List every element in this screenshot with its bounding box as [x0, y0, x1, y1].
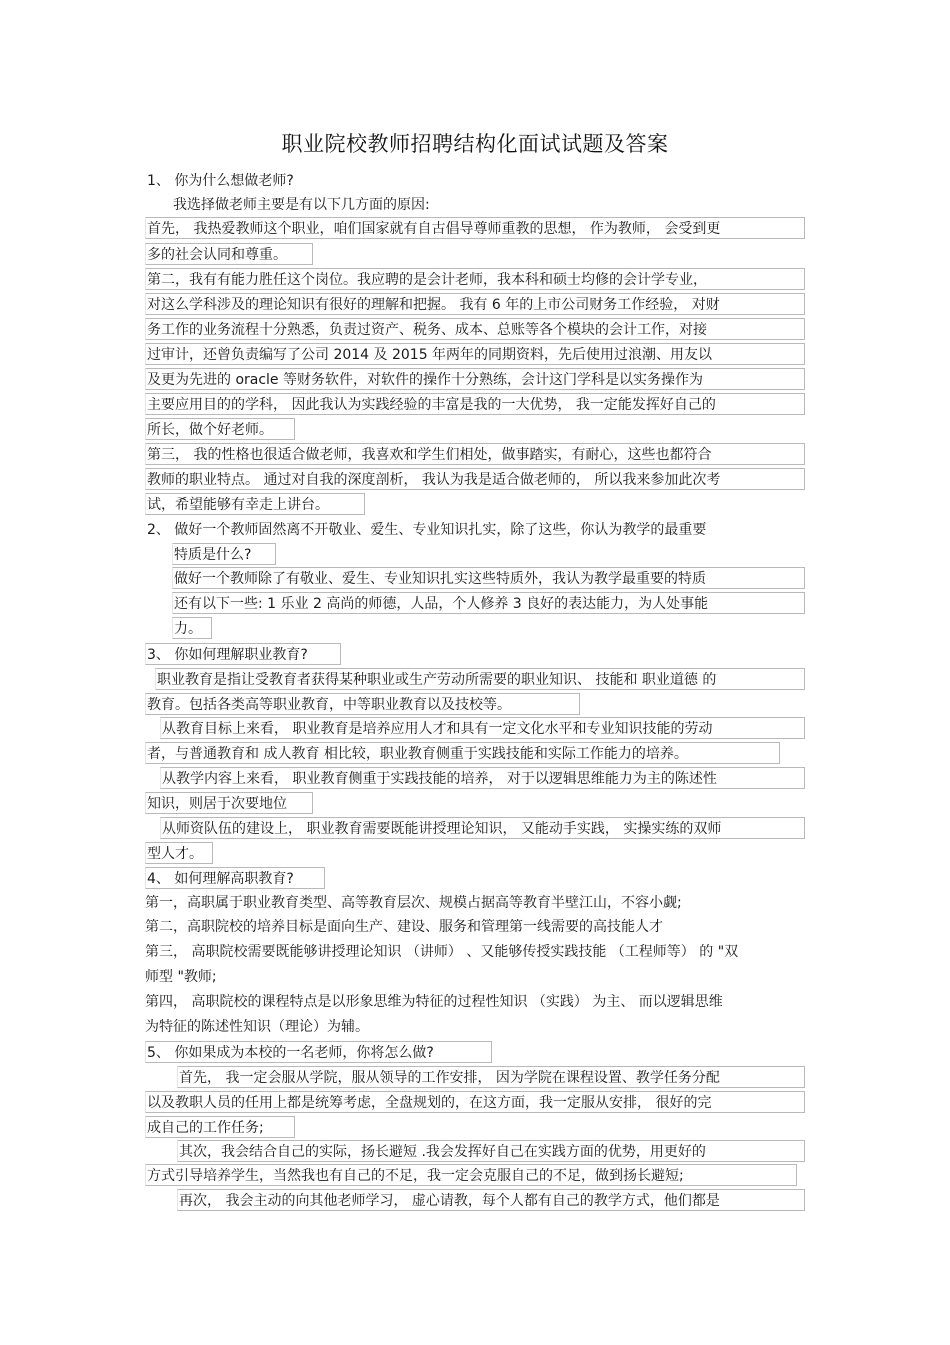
text-line: 我选择做老师主要是有以下几方面的原因: [173, 197, 430, 213]
document-title: 职业院校教师招聘结构化面试试题及答案 [281, 132, 669, 156]
text-line: 以及教职人员的任用上都是统筹考虑，全盘规划的，在这方面，我一定服从安排， 很好的完 [145, 1091, 805, 1113]
text-line: 首先， 我一定会服从学院，服从领导的工作安排， 因为学院在课程设置、教学任务分配 [177, 1066, 805, 1088]
text-line: 成自己的工作任务; [145, 1116, 295, 1138]
text-line: 第三， 高职院校需要既能够讲授理论知识 （讲师） 、又能够传授实践技能 （工程师等） 的 "双 [145, 944, 739, 960]
text-line: 从教育目标上来看， 职业教育是培养应用人才和具有一定文化水平和专业知识技能的劳动 [160, 717, 805, 739]
text-line: 首先， 我热爱教师这个职业，咱们国家就有自古倡导尊师重教的思想， 作为教师， 会受到更 [145, 217, 805, 239]
text-line: 教育。包括各类高等职业教育，中等职业教育以及技校等。 [145, 693, 580, 715]
question-5: 5、 你如果成为本校的一名老师，你将怎么做? [145, 1041, 492, 1063]
text-line: 及更为先进的 oracle 等财务软件，对软件的操作十分熟练，会计这门学科是以实务操作为 [145, 368, 805, 390]
text-line: 其次，我会结合自己的实际，扬长避短 .我会发挥好自己在实践方面的优势，用更好的 [177, 1140, 805, 1162]
text-line: 第一，高职属于职业教育类型、高等教育层次、规模占据高等教育半壁江山，不容小觑; [145, 895, 682, 911]
text-line: 特质是什么? [172, 543, 276, 565]
text-line: 试，希望能够有幸走上讲台。 [145, 493, 365, 515]
text-line: 从教学内容上来看， 职业教育侧重于实践技能的培养， 对于以逻辑思维能力为主的陈述性 [160, 767, 805, 789]
text-line: 过审计，还曾负责编写了公司 2014 及 2015 年两年的同期资料，先后使用过浪潮、用友以 [145, 343, 805, 365]
text-line: 为特征的陈述性知识（理论）为辅。 [145, 1019, 369, 1035]
text-line: 主要应用目的的学科， 因此我认为实践经验的丰富是我的一大优势， 我一定能发挥好自己的 [145, 393, 805, 415]
text-line: 型人才。 [145, 842, 213, 864]
text-line: 所长，做个好老师。 [145, 418, 295, 440]
question-4: 4、 如何理解高职教育? [145, 867, 325, 889]
question-2: 2、 做好一个教师固然离不开敬业、爱生、专业知识扎实，除了这些，你认为教学的最重要 [147, 522, 707, 538]
text-line: 知识，则居于次要地位 [145, 792, 313, 814]
text-line: 第二，高职院校的培养目标是面向生产、建设、服务和管理第一线需要的高技能人才 [145, 919, 663, 935]
text-line: 师型 "教师; [145, 969, 217, 985]
text-line: 第四， 高职院校的课程特点是以形象思维为特征的过程性知识 （实践） 为主、 而以逻辑思维 [145, 994, 723, 1010]
text-line: 再次， 我会主动的向其他老师学习， 虚心请教，每个人都有自己的教学方式，他们都是 [177, 1189, 805, 1211]
question-1: 1、 你为什么想做老师? [147, 173, 294, 189]
text-line: 者，与普通教育和 成人教育 相比较，职业教育侧重于实践技能和实际工作能力的培养。 [145, 742, 780, 764]
question-3: 3、 你如何理解职业教育? [145, 643, 341, 665]
text-line: 第二，我有有能力胜任这个岗位。我应聘的是会计老师，我本科和硕士均修的会计学专业， [145, 268, 805, 290]
text-line: 多的社会认同和尊重。 [145, 243, 313, 265]
text-line: 从师资队伍的建设上， 职业教育需要既能讲授理论知识， 又能动手实践， 实操实练的双师 [160, 817, 805, 839]
text-line: 方式引导培养学生，当然我也有自己的不足，我一定会克服自己的不足，做到扬长避短; [145, 1164, 797, 1186]
text-line: 做好一个教师除了有敬业、爱生、专业知识扎实这些特质外，我认为教学最重要的特质 [172, 567, 805, 589]
text-line: 还有以下一些: 1 乐业 2 高尚的师德，人品，个人修养 3 良好的表达能力，为人处事能 [172, 592, 805, 614]
text-line: 力。 [172, 617, 212, 639]
text-line: 对这么学科涉及的理论知识有很好的理解和把握。 我有 6 年的上市公司财务工作经验， 对财 [145, 293, 805, 315]
text-line: 第三， 我的性格也很适合做老师，我喜欢和学生们相处，做事踏实，有耐心，这些也都符合 [145, 443, 805, 465]
text-line: 教师的职业特点。 通过对自我的深度剖析， 我认为我是适合做老师的， 所以我来参加此次考 [145, 468, 805, 490]
text-line: 务工作的业务流程十分熟悉，负责过资产、税务、成本、总账等各个模块的会计工作，对接 [145, 318, 805, 340]
text-line: 职业教育是指让受教育者获得某种职业或生产劳动所需要的职业知识、 技能和 职业道德 的 [155, 668, 805, 690]
